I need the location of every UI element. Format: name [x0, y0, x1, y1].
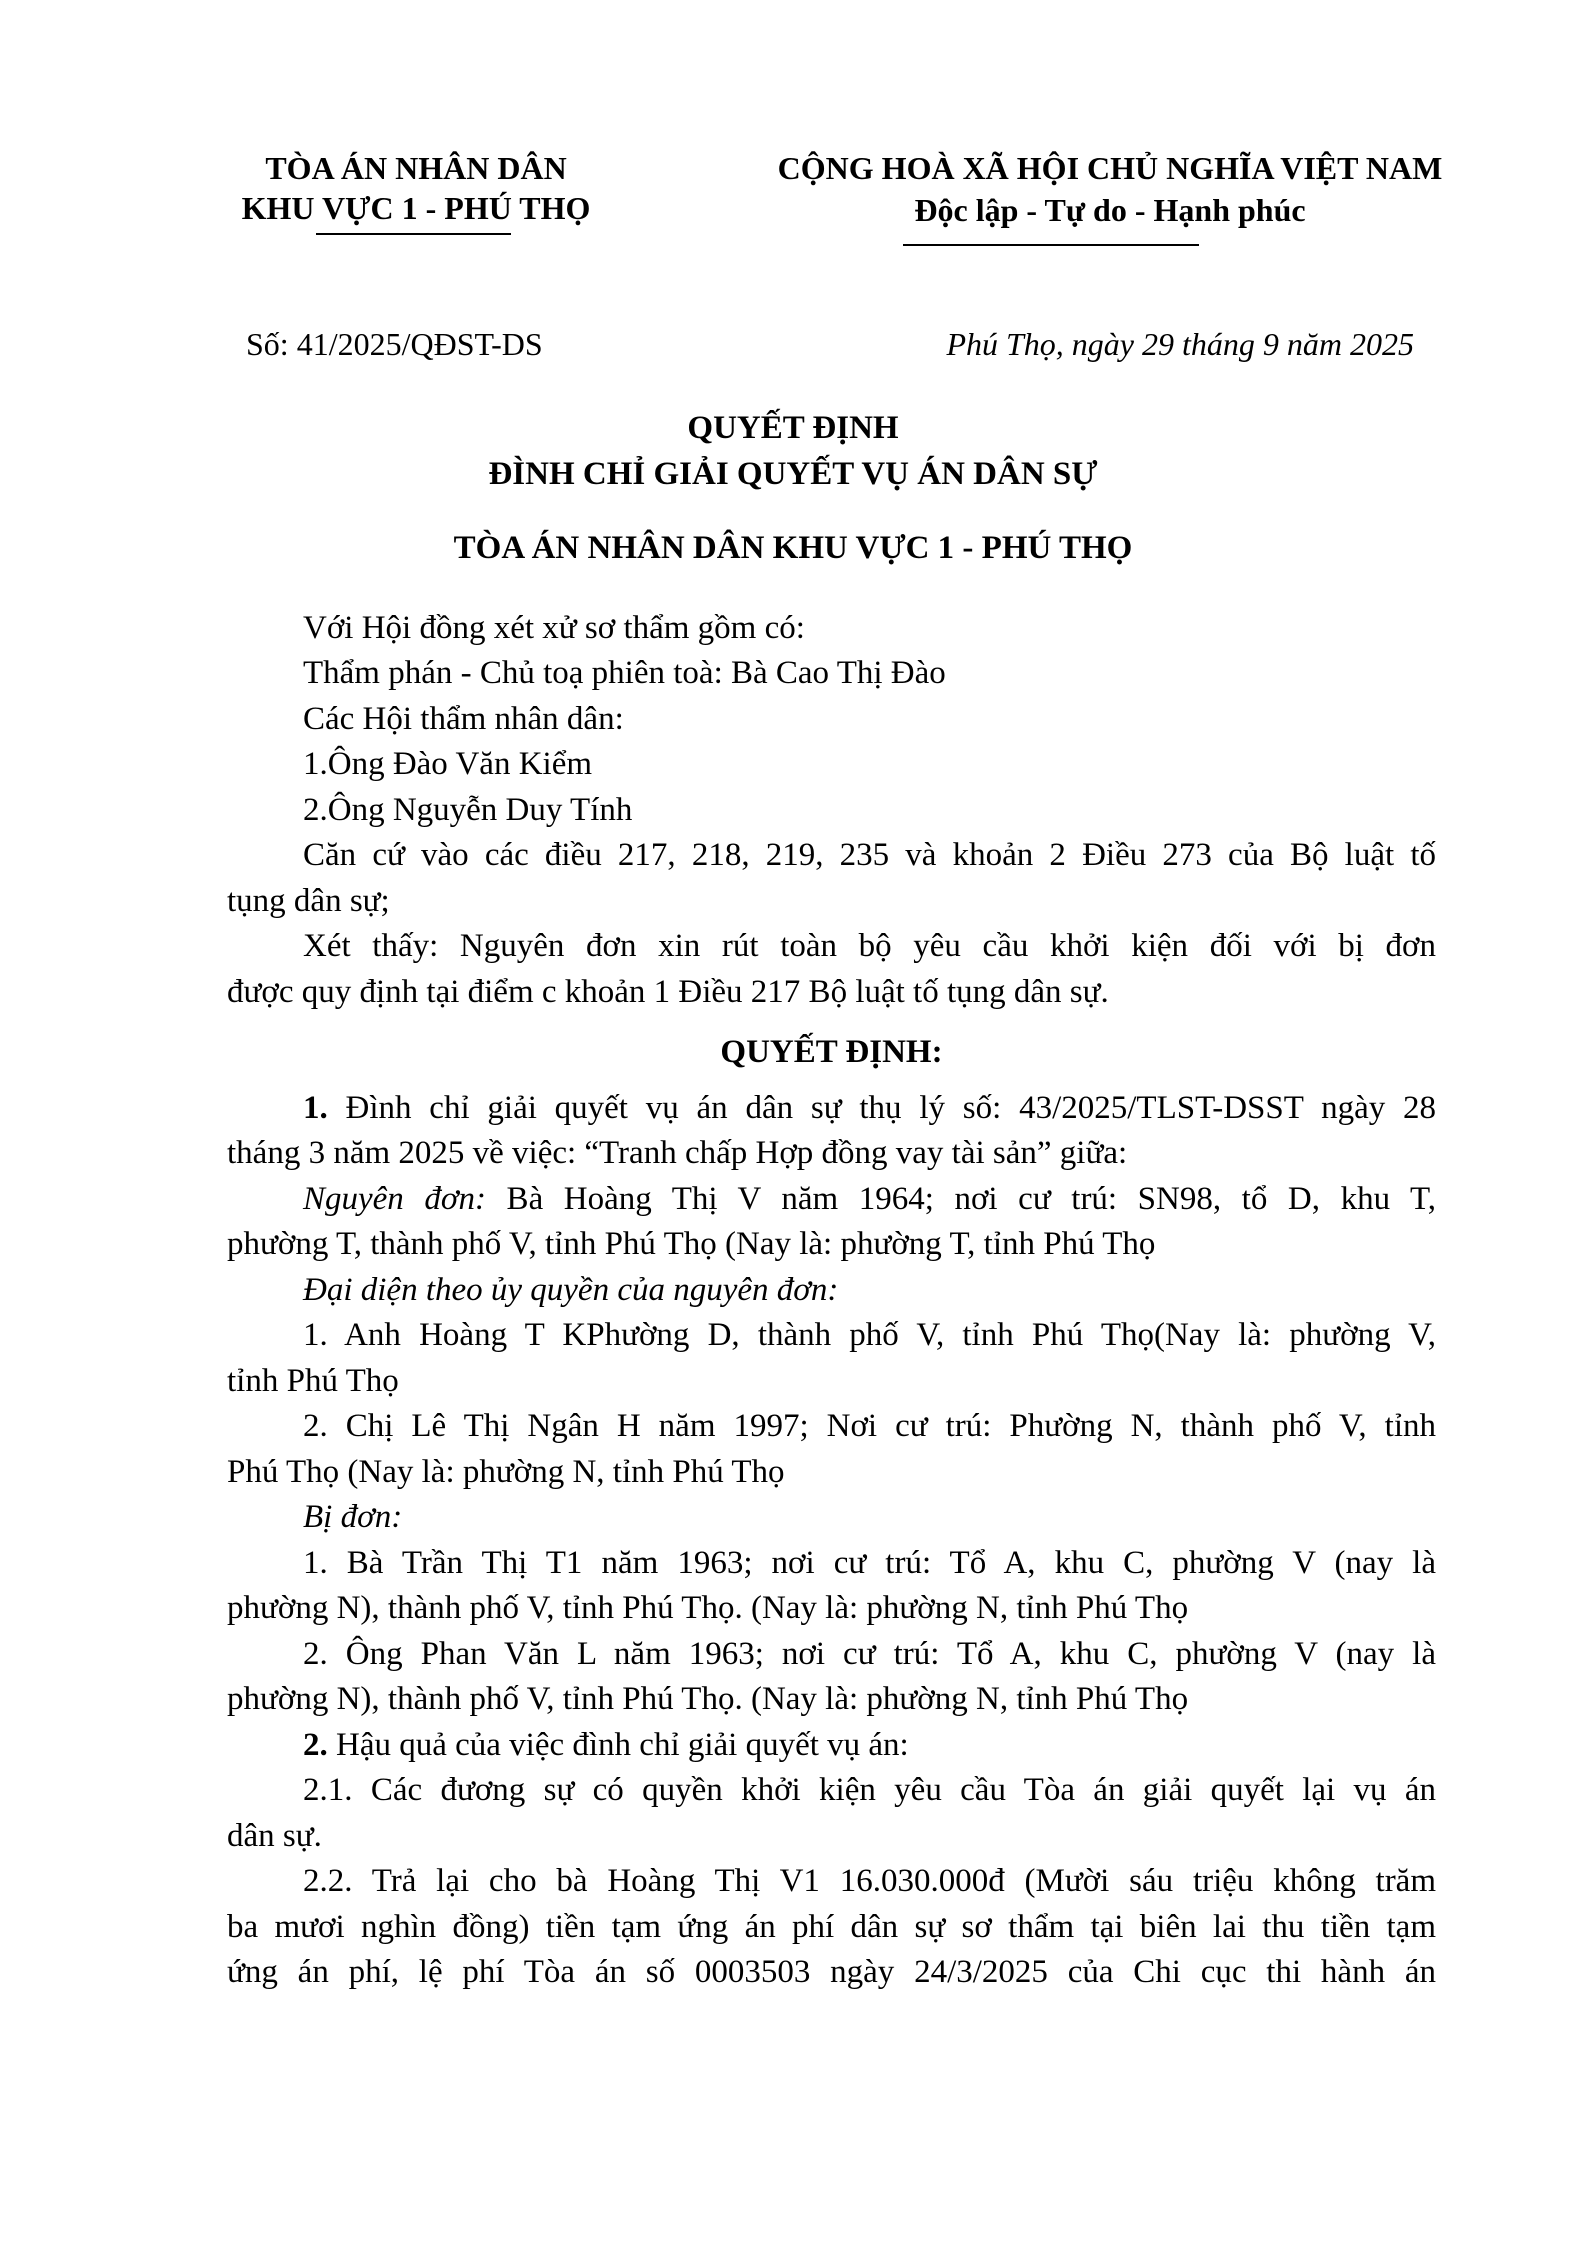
legal-basis-line1: Căn cứ vào các điều 217, 218, 219, 235 và khoản 2 Điều 273 của Bộ luật tố [303, 837, 1436, 873]
plaintiff-line1 [227, 1177, 1436, 1222]
representative1-line2: tỉnh Phú Thọ [227, 1363, 399, 1399]
item22-line1: 2.2. Trả lại cho bà Hoàng Thị V1 16.030.000đ (Mười sáu triệu không trăm [303, 1863, 1436, 1899]
court-name-line1: TÒA ÁN NHÂN DÂN [265, 150, 567, 186]
item21-line2: dân sự. [227, 1818, 322, 1854]
finding-line1: Xét thấy: Nguyên đơn xin rút toàn bộ yêu cầu khởi kiện đối với bị đơn [303, 928, 1436, 964]
assessor-1: 1.Ông Đào Văn Kiểm [303, 746, 593, 782]
finding-line2: được quy định tại điểm c khoản 1 Điều 217 Bộ luật tố tụng dân sự. [227, 974, 1109, 1010]
assessors-label: Các Hội thẩm nhân dân: [303, 701, 624, 737]
assessor-2: 2.Ông Nguyễn Duy Tính [303, 792, 633, 828]
plaintiff-label: Nguyên đơn: [303, 1181, 486, 1217]
document-number: Số: 41/2025/QĐST-DS [246, 326, 543, 362]
issuing-court: TÒA ÁN NHÂN DÂN KHU VỰC 1 - PHÚ THỌ [453, 530, 1133, 566]
item21-line1: 2.1. Các đương sự có quyền khởi kiện yêu cầu Tòa án giải quyết lại vụ án [303, 1772, 1436, 1808]
item1-line2: tháng 3 năm 2025 về việc: “Tranh chấp Hợp đồng vay tài sản” giữa: [227, 1135, 1128, 1171]
representative2-line1: 2. Chị Lê Thị Ngân H năm 1997; Nơi cư trú: Phường N, thành phố V, tỉnh [303, 1408, 1436, 1444]
defendant2-line2: phường N), thành phố V, tỉnh Phú Thọ. (Nay là: phường N, tỉnh Phú Thọ [227, 1681, 1189, 1717]
motto-underline [903, 244, 1199, 246]
decision-heading: QUYẾT ĐỊNH: [720, 1034, 943, 1070]
representative2-line2: Phú Thọ (Nay là: phường N, tỉnh Phú Thọ [227, 1454, 785, 1490]
representative-label: Đại diện theo ủy quyền của nguyên đơn: [303, 1272, 839, 1308]
item22-line2: ba mươi nghìn đồng) tiền tạm ứng án phí dân sự sơ thẩm tại biên lai thu tiền tạm [227, 1909, 1436, 1945]
item2-number: 2. [303, 1727, 328, 1763]
defendant1-line1: 1. Bà Trần Thị T1 năm 1963; nơi cư trú: Tổ A, khu C, phường V (nay là [303, 1545, 1436, 1581]
place-date: Phú Thọ, ngày 29 tháng 9 năm 2025 [946, 326, 1414, 362]
nation-name-line1: CỘNG HOÀ XÃ HỘI CHỦ NGHĨA VIỆT NAM [777, 150, 1443, 186]
item2-line [227, 1723, 1436, 1768]
item1-line1 [227, 1086, 1436, 1131]
document-title: QUYẾT ĐỊNH [687, 410, 899, 446]
legal-basis-line2: tụng dân sự; [227, 883, 390, 919]
item1-text: Đình chỉ giải quyết vụ án dân sự thụ lý số: 43/2025/TLST-DSST ngày 28 [327, 1090, 1436, 1126]
representative1-line1: 1. Anh Hoàng T KPhường D, thành phố V, tỉnh Phú Thọ(Nay là: phường V, [303, 1317, 1436, 1353]
defendant-label: Bị đơn: [303, 1499, 403, 1535]
item22-line3: ứng án phí, lệ phí Tòa án số 0003503 ngày 24/3/2025 của Chi cục thi hành án [227, 1954, 1436, 1990]
plaintiff-text: Bà Hoàng Thị V năm 1964; nơi cư trú: SN98, tổ D, khu T, [485, 1181, 1437, 1217]
court-underline [316, 233, 511, 235]
nation-motto: Độc lập - Tự do - Hạnh phúc [914, 192, 1306, 228]
item1-number: 1. [303, 1090, 328, 1126]
presiding-judge: Thẩm phán - Chủ toạ phiên toà: Bà Cao Thị Đào [303, 655, 946, 691]
court-name-line2: KHU VỰC 1 - PHÚ THỌ [241, 190, 591, 226]
defendant2-line1: 2. Ông Phan Văn L năm 1963; nơi cư trú: Tổ A, khu C, phường V (nay là [303, 1636, 1436, 1672]
document-subtitle: ĐÌNH CHỈ GIẢI QUYẾT VỤ ÁN DÂN SỰ [488, 456, 1098, 492]
plaintiff-line2: phường T, thành phố V, tỉnh Phú Thọ (Nay là: phường T, tỉnh Phú Thọ [227, 1226, 1156, 1262]
defendant1-line2: phường N), thành phố V, tỉnh Phú Thọ. (Nay là: phường N, tỉnh Phú Thọ [227, 1590, 1189, 1626]
panel-intro: Với Hội đồng xét xử sơ thẩm gồm có: [303, 610, 805, 646]
item2-text: Hậu quả của việc đình chỉ giải quyết vụ án: [327, 1727, 909, 1763]
